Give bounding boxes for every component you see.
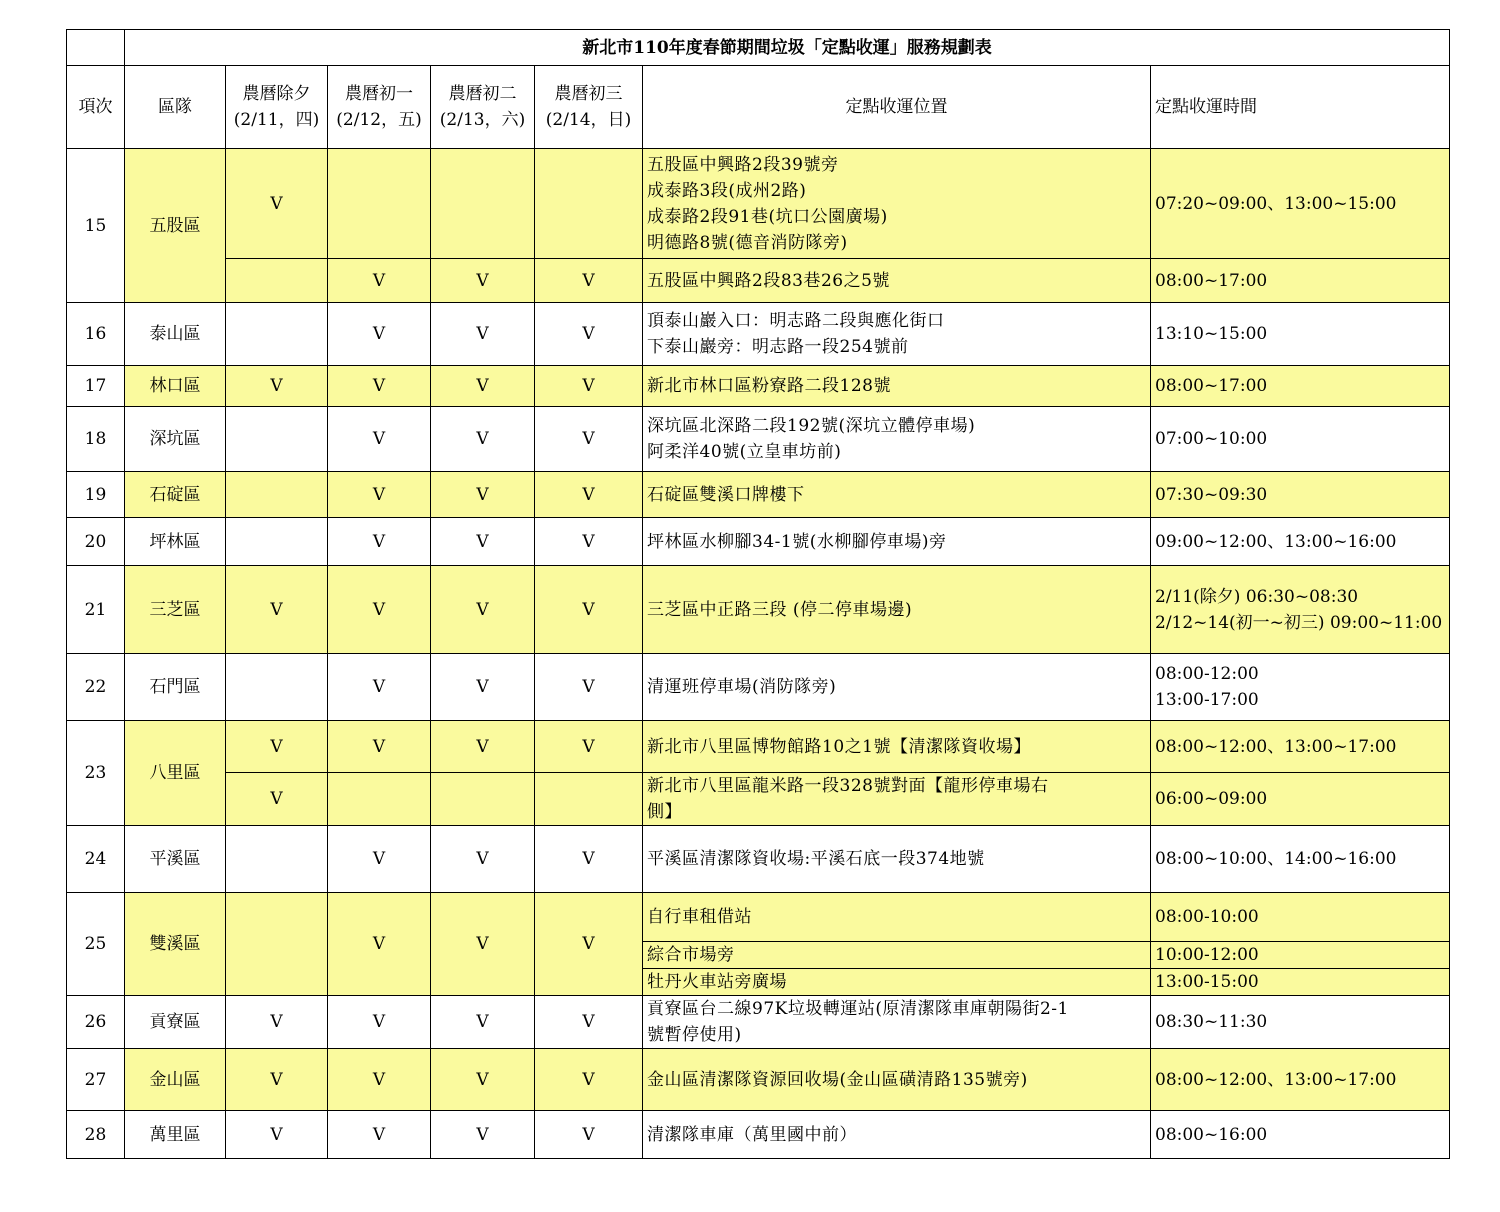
time-line: 07:20~09:00、13:00~15:00 bbox=[1155, 193, 1397, 214]
day-mark-1: V bbox=[328, 566, 431, 654]
time-line: 08:00~17:00 bbox=[1155, 376, 1268, 396]
day-mark-2: V bbox=[431, 654, 535, 721]
table-row bbox=[67, 303, 1450, 366]
location-line: 新北市八里區龍米路一段328號對面【龍形停車場右 bbox=[647, 776, 1049, 796]
day-mark-2 bbox=[431, 149, 535, 259]
table-row bbox=[67, 654, 1450, 721]
day-mark-3: V bbox=[535, 1049, 643, 1111]
row-index: 27 bbox=[67, 1049, 125, 1111]
collection-time bbox=[1151, 407, 1450, 472]
time-line: 08:00~16:00 bbox=[1155, 1124, 1268, 1145]
day-mark-1: V bbox=[328, 721, 431, 773]
district-name: 平溪區 bbox=[125, 826, 226, 893]
row-index: 17 bbox=[67, 366, 125, 407]
location-line: 阿柔洋40號(立皇車坊前) bbox=[647, 442, 842, 462]
day-mark-1: V bbox=[328, 259, 431, 303]
day-mark-3: V bbox=[535, 654, 643, 721]
location-line: 五股區中興路2段39號旁 bbox=[647, 154, 839, 175]
day-mark-3 bbox=[535, 773, 643, 826]
row-index: 26 bbox=[67, 996, 125, 1049]
table-row bbox=[67, 893, 1450, 942]
location-line: 五股區中興路2段83巷26之5號 bbox=[647, 270, 890, 291]
collection-location bbox=[643, 942, 1151, 969]
day-mark-0 bbox=[226, 472, 328, 518]
time-line: 08:00~17:00 bbox=[1155, 270, 1268, 291]
day-mark-2: V bbox=[431, 259, 535, 303]
district-name: 三芝區 bbox=[125, 566, 226, 654]
collection-time bbox=[1151, 773, 1450, 826]
collection-time bbox=[1151, 942, 1450, 969]
location-line: 貢寮區台二線97K垃圾轉運站(原清潔隊車庫朝陽街2-1 bbox=[647, 999, 1069, 1019]
collection-location bbox=[643, 407, 1151, 472]
day-mark-0 bbox=[226, 518, 328, 566]
day-mark-3: V bbox=[535, 259, 643, 303]
row-index: 16 bbox=[67, 303, 125, 366]
day-mark-3: V bbox=[535, 566, 643, 654]
collection-time bbox=[1151, 472, 1450, 518]
location-line: 綜合市場旁 bbox=[647, 945, 735, 965]
collection-location bbox=[643, 566, 1151, 654]
location-line: 新北市林口區粉寮路二段128號 bbox=[647, 376, 891, 396]
header-district: 區隊 bbox=[125, 66, 226, 149]
time-line: 10:00-12:00 bbox=[1155, 945, 1259, 965]
day-mark-0: V bbox=[226, 1049, 328, 1111]
collection-time bbox=[1151, 826, 1450, 893]
header-day-2: 農曆初二 (2/13，六) bbox=[431, 66, 535, 149]
time-line: 08:00~12:00、13:00~17:00 bbox=[1155, 1069, 1397, 1090]
header-row bbox=[67, 66, 1450, 149]
table-row bbox=[67, 472, 1450, 518]
district-name: 八里區 bbox=[125, 721, 226, 826]
day-mark-2: V bbox=[431, 1049, 535, 1111]
day-mark-0 bbox=[226, 893, 328, 996]
header-time: 定點收運時間 bbox=[1151, 66, 1450, 149]
collection-location bbox=[643, 721, 1151, 773]
schedule-table bbox=[66, 29, 1450, 1159]
day-mark-1: V bbox=[328, 893, 431, 996]
collection-time bbox=[1151, 303, 1450, 366]
collection-location bbox=[643, 472, 1151, 518]
location-line: 成泰路3段(成州2路) bbox=[647, 180, 807, 201]
collection-location bbox=[643, 149, 1151, 259]
time-line: 13:10~15:00 bbox=[1155, 324, 1268, 344]
day-mark-2: V bbox=[431, 1111, 535, 1159]
collection-time bbox=[1151, 259, 1450, 303]
day-mark-0: V bbox=[226, 773, 328, 826]
location-line: 明德路8號(德音消防隊旁) bbox=[647, 232, 848, 253]
location-line: 自行車租借站 bbox=[647, 907, 752, 927]
location-line: 下泰山巖旁：明志路一段254號前 bbox=[647, 337, 909, 357]
day-mark-0 bbox=[226, 259, 328, 303]
location-line: 三芝區中正路三段 (停二停車場邊) bbox=[647, 599, 913, 620]
district-name: 泰山區 bbox=[125, 303, 226, 366]
location-line: 清潔隊車庫（萬里國中前） bbox=[647, 1124, 857, 1145]
collection-location bbox=[643, 654, 1151, 721]
collection-time bbox=[1151, 893, 1450, 942]
location-line: 金山區清潔隊資源回收場(金山區磺清路135號旁) bbox=[647, 1069, 1028, 1090]
table-row bbox=[67, 149, 1450, 259]
day-mark-0: V bbox=[226, 566, 328, 654]
table-row bbox=[67, 826, 1450, 893]
header-index: 項次 bbox=[67, 66, 125, 149]
day-mark-2: V bbox=[431, 893, 535, 996]
day-mark-0 bbox=[226, 407, 328, 472]
time-line: 08:00~12:00、13:00~17:00 bbox=[1155, 736, 1397, 757]
time-line: 2/11(除夕) 06:30~08:30 bbox=[1155, 586, 1359, 607]
location-line: 深坑區北深路二段192號(深坑立體停車場) bbox=[647, 416, 976, 436]
day-mark-2: V bbox=[431, 303, 535, 366]
time-line: 08:00-12:00 bbox=[1155, 664, 1259, 684]
collection-time bbox=[1151, 1049, 1450, 1111]
table-row bbox=[67, 1111, 1450, 1159]
row-index: 21 bbox=[67, 566, 125, 654]
day-mark-2: V bbox=[431, 518, 535, 566]
collection-time bbox=[1151, 1111, 1450, 1159]
time-line: 06:00~09:00 bbox=[1155, 789, 1268, 809]
day-mark-1: V bbox=[328, 407, 431, 472]
location-line: 成泰路2段91巷(坑口公園廣場) bbox=[647, 206, 888, 227]
district-name: 雙溪區 bbox=[125, 893, 226, 996]
row-index: 24 bbox=[67, 826, 125, 893]
header-day-1: 農曆初一 (2/12，五) bbox=[328, 66, 431, 149]
time-line: 2/12~14(初一~初三) 09:00~11:00 bbox=[1155, 612, 1443, 633]
day-mark-1 bbox=[328, 149, 431, 259]
time-line: 07:30~09:30 bbox=[1155, 484, 1268, 505]
table-title: 新北市110年度春節期間垃圾「定點收運」服務規劃表 bbox=[125, 30, 1450, 66]
day-mark-2: V bbox=[431, 366, 535, 407]
day-mark-0: V bbox=[226, 149, 328, 259]
time-line: 08:00-10:00 bbox=[1155, 907, 1259, 927]
day-mark-1: V bbox=[328, 654, 431, 721]
time-line: 13:00-15:00 bbox=[1155, 972, 1259, 992]
collection-location bbox=[643, 826, 1151, 893]
collection-location bbox=[643, 259, 1151, 303]
collection-location bbox=[643, 893, 1151, 942]
collection-location bbox=[643, 969, 1151, 996]
time-line: 08:30~11:30 bbox=[1155, 1012, 1268, 1032]
day-mark-1 bbox=[328, 773, 431, 826]
row-index: 19 bbox=[67, 472, 125, 518]
collection-location bbox=[643, 996, 1151, 1049]
day-mark-0 bbox=[226, 826, 328, 893]
collection-location bbox=[643, 773, 1151, 826]
collection-time bbox=[1151, 654, 1450, 721]
location-line: 側】 bbox=[647, 802, 682, 822]
row-index: 23 bbox=[67, 721, 125, 826]
day-mark-3: V bbox=[535, 721, 643, 773]
table-row bbox=[67, 259, 1450, 303]
day-mark-2 bbox=[431, 773, 535, 826]
day-mark-0 bbox=[226, 654, 328, 721]
row-index: 18 bbox=[67, 407, 125, 472]
district-name: 深坑區 bbox=[125, 407, 226, 472]
location-line: 頂泰山巖入口：明志路二段與應化街口 bbox=[647, 311, 945, 331]
day-mark-1: V bbox=[328, 1111, 431, 1159]
collection-location bbox=[643, 366, 1151, 407]
day-mark-3: V bbox=[535, 366, 643, 407]
day-mark-1: V bbox=[328, 996, 431, 1049]
location-line: 清運班停車場(消防隊旁) bbox=[647, 677, 837, 697]
collection-location bbox=[643, 518, 1151, 566]
day-mark-0: V bbox=[226, 1111, 328, 1159]
table-row bbox=[67, 518, 1450, 566]
location-line: 平溪區清潔隊資收場:平溪石底一段374地號 bbox=[647, 849, 985, 869]
day-mark-3: V bbox=[535, 407, 643, 472]
day-mark-1: V bbox=[328, 303, 431, 366]
day-mark-3: V bbox=[535, 826, 643, 893]
day-mark-0: V bbox=[226, 721, 328, 773]
header-day-3: 農曆初三 (2/14，日) bbox=[535, 66, 643, 149]
table-row bbox=[67, 566, 1450, 654]
table-row bbox=[67, 366, 1450, 407]
day-mark-1: V bbox=[328, 518, 431, 566]
time-line: 08:00~10:00、14:00~16:00 bbox=[1155, 849, 1397, 869]
district-name: 貢寮區 bbox=[125, 996, 226, 1049]
location-line: 新北市八里區博物館路10之1號【清潔隊資收場】 bbox=[647, 736, 1031, 757]
time-line: 13:00-17:00 bbox=[1155, 690, 1259, 710]
table-row bbox=[67, 721, 1450, 773]
day-mark-3: V bbox=[535, 303, 643, 366]
time-line: 09:00~12:00、13:00~16:00 bbox=[1155, 531, 1397, 552]
table-row bbox=[67, 1049, 1450, 1111]
day-mark-0: V bbox=[226, 996, 328, 1049]
day-mark-1: V bbox=[328, 826, 431, 893]
day-mark-2: V bbox=[431, 721, 535, 773]
row-index: 25 bbox=[67, 893, 125, 996]
day-mark-1: V bbox=[328, 366, 431, 407]
day-mark-1: V bbox=[328, 472, 431, 518]
collection-time bbox=[1151, 969, 1450, 996]
time-line: 07:00~10:00 bbox=[1155, 429, 1268, 449]
day-mark-2: V bbox=[431, 996, 535, 1049]
collection-time bbox=[1151, 721, 1450, 773]
row-index: 15 bbox=[67, 149, 125, 303]
collection-location bbox=[643, 1111, 1151, 1159]
collection-time bbox=[1151, 566, 1450, 654]
collection-location bbox=[643, 1049, 1151, 1111]
day-mark-2: V bbox=[431, 407, 535, 472]
row-index: 28 bbox=[67, 1111, 125, 1159]
district-name: 五股區 bbox=[125, 149, 226, 303]
day-mark-3: V bbox=[535, 518, 643, 566]
table-row bbox=[67, 996, 1450, 1049]
day-mark-3: V bbox=[535, 893, 643, 996]
location-line: 號暫停使用) bbox=[647, 1025, 742, 1045]
header-location: 定點收運位置 bbox=[643, 66, 1151, 149]
day-mark-0: V bbox=[226, 366, 328, 407]
location-line: 坪林區水柳腳34-1號(水柳腳停車場)旁 bbox=[647, 531, 947, 552]
district-name: 林口區 bbox=[125, 366, 226, 407]
collection-time bbox=[1151, 366, 1450, 407]
row-index: 20 bbox=[67, 518, 125, 566]
day-mark-3: V bbox=[535, 996, 643, 1049]
table-row bbox=[67, 773, 1450, 826]
corner-cell bbox=[67, 30, 125, 66]
district-name: 坪林區 bbox=[125, 518, 226, 566]
day-mark-1: V bbox=[328, 1049, 431, 1111]
district-name: 石門區 bbox=[125, 654, 226, 721]
district-name: 萬里區 bbox=[125, 1111, 226, 1159]
collection-time bbox=[1151, 518, 1450, 566]
district-name: 金山區 bbox=[125, 1049, 226, 1111]
row-index: 22 bbox=[67, 654, 125, 721]
collection-location bbox=[643, 303, 1151, 366]
day-mark-2: V bbox=[431, 472, 535, 518]
day-mark-2: V bbox=[431, 566, 535, 654]
location-line: 石碇區雙溪口牌樓下 bbox=[647, 484, 805, 505]
collection-time bbox=[1151, 149, 1450, 259]
day-mark-2: V bbox=[431, 826, 535, 893]
table-row bbox=[67, 407, 1450, 472]
day-mark-3: V bbox=[535, 1111, 643, 1159]
collection-time bbox=[1151, 996, 1450, 1049]
header-day-eve: 農曆除夕 (2/11，四) bbox=[226, 66, 328, 149]
location-line: 牡丹火車站旁廣場 bbox=[647, 972, 787, 992]
day-mark-3 bbox=[535, 149, 643, 259]
day-mark-3: V bbox=[535, 472, 643, 518]
district-name: 石碇區 bbox=[125, 472, 226, 518]
day-mark-0 bbox=[226, 303, 328, 366]
